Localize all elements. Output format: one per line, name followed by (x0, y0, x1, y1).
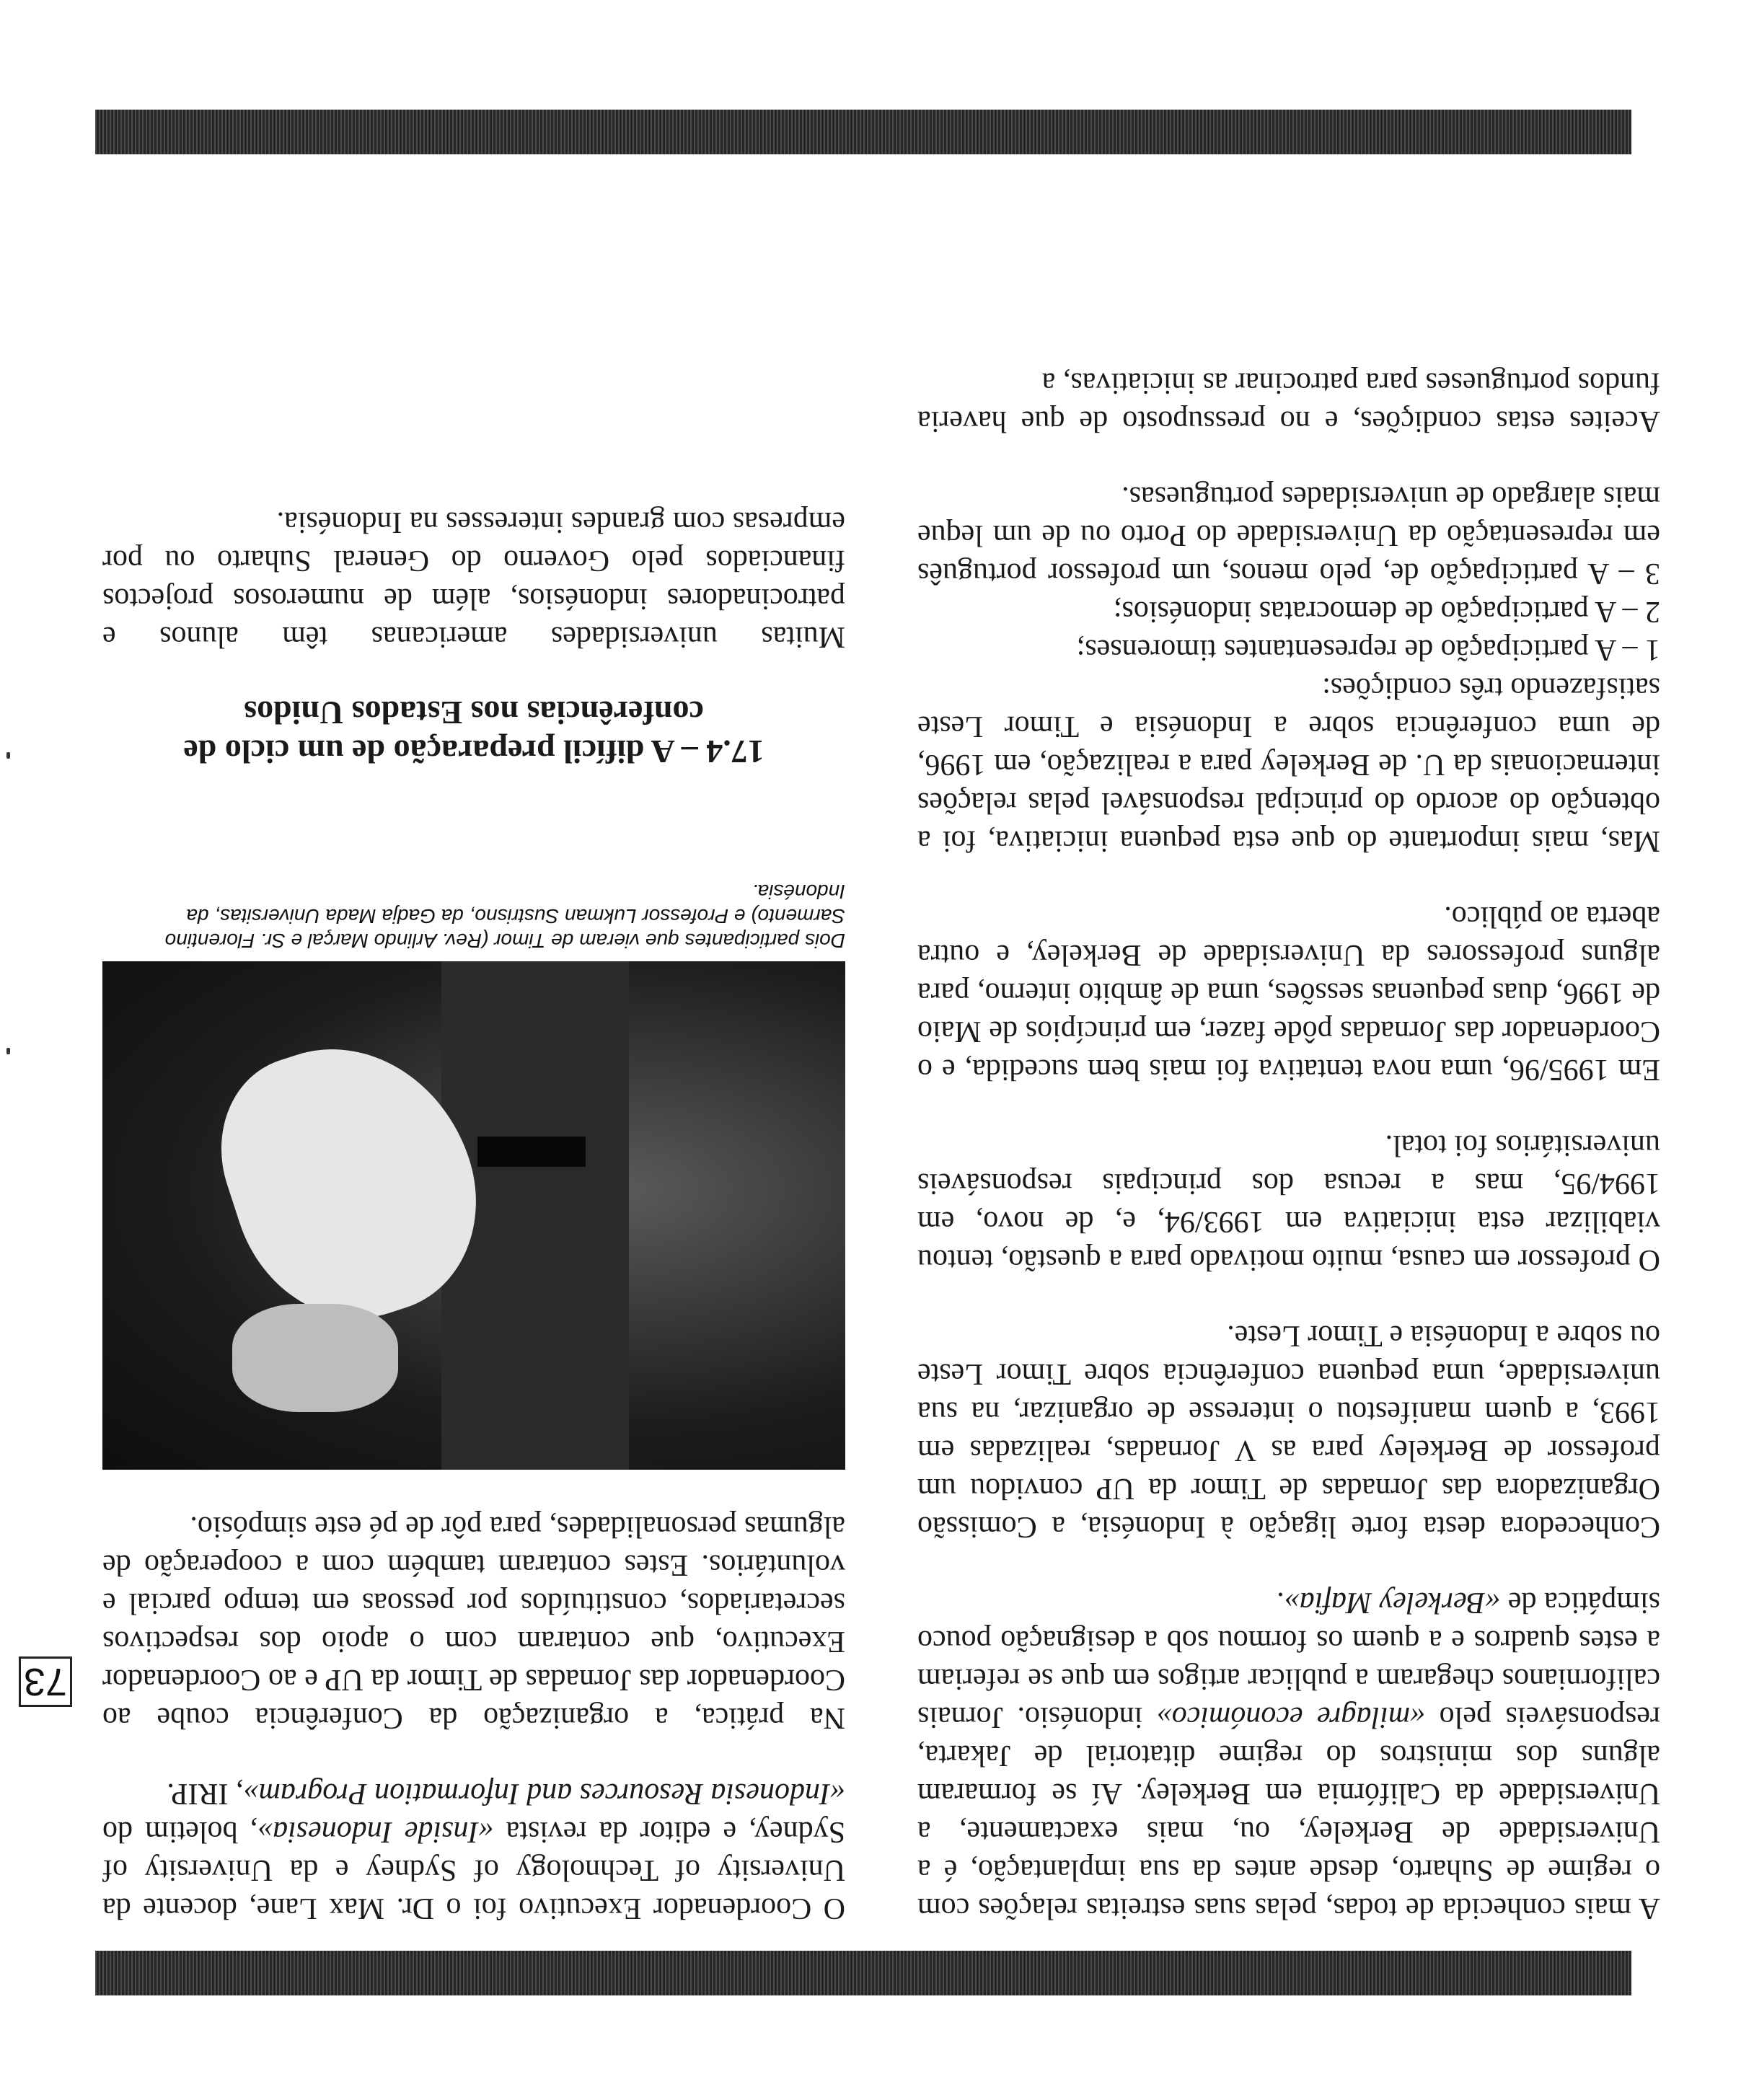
paragraph: A mais conhecida de todas, pelas suas estreitas relações com o regime de Suharto, desde antes da sua implantação, é a Universidade de Berkeley, ou, mais exactamente, a Universidade da Califórnia em Berkeley. Aí se formaram alguns dos ministros do regime ditatorial de Jakarta, responsáveis pelo «milagre económico» indonésio. Jornais californianos chegaram a publicar artigos em que se referiam a estes quadros e a quem os formou sob a designação pouco simpática de «Berkeley Mafia». (917, 1586, 1660, 1925)
paragraph: O Coordenador Executivo foi o Dr. Max Lane, docente da University of Technology of Sydney e da University of Sydney, e editor da revista «Inside Indonesia», boletim do «Indonesia Resources and Information Program», IRIP. (102, 1777, 845, 1925)
condition-item: 1 – A participação de representantes timorenses; (1076, 633, 1660, 666)
paragraph: Conhecedora desta forte ligação à Indonésia, a Comissão Organizadora das Jornadas de Timor da UP convidou um professor de Berkeley para as V Jornadas, realizadas em 1993, a quem manifestou o interesse de organizar, na sua universidade, uma pequena conferência sobre Timor Leste ou sobre a Indonésia e Timor Leste. (917, 1319, 1660, 1543)
footer-band (95, 110, 1631, 154)
scan-speck (6, 1048, 10, 1054)
photo-caption: Dois participantes que vieram de Timor (Rev. Arlindo Marçal e Sr. Florentino Sarmento) e Professor Lukman Sustrisno, da Gadja Mada Universitas, da Indonésia. (164, 881, 845, 952)
paragraph: Aceites estas condições, e no pressuposto de que haveria fundos portugueses para patrocinar as iniciativas, a (917, 366, 1660, 438)
page-number: 73 (19, 1656, 72, 1707)
header-band (95, 1951, 1631, 1995)
paragraph: Na prática, a organização da Conferência coube ao Coordenador das Jornadas de Timor da UP e ao Coordenador Executivo, que contaram com o apoio dos respectivos secretariados, constituídos por pessoas em tempo parcial e voluntários. Estes contaram também com a cooperação de algumas personalidades, para pôr de pé este simpósio. (102, 1510, 845, 1734)
paragraph: Em 1995/96, uma nova tentativa foi mais bem sucedida, e o Coordenador das Jornadas pôde fazer, em princípios de Maio de 1996, duas pequenas sessões, uma de âmbito interno, para alguns professores da Universidade de Berkeley, e outra aberta ao público. (917, 900, 1660, 1086)
scan-speck (6, 752, 10, 759)
photo-detail (477, 1137, 586, 1167)
condition-item: 3 – A participação de, pelo menos, um professor português em representação da Universidade do Porto ou de um leque mais alargado de universidades portuguesas. (917, 480, 1660, 590)
photo-highlight (232, 1304, 398, 1412)
right-column (102, 465, 845, 1927)
section-heading: 17.4 – A difícil preparação de um ciclo de conferências nos Estados Unidos (183, 694, 764, 770)
paragraph: Muitas universidades americanas têm alunos e patrocinadores indonésios, além de numerosos projectos financiados pelo Governo do General Suharto ou por empresas com grandes interesses na Indonésia. (102, 506, 845, 653)
left-column (917, 326, 1660, 1927)
condition-item: 2 – A participação de democratas indonésios; (1113, 595, 1660, 628)
participants-photo (102, 961, 845, 1470)
paragraph: Mas, mais importante do que esta pequena iniciativa, foi a obtenção do acordo do principal responsável pelas relações internacionais da U. de Berkeley para a realização, em 1996, de uma conferência sobre a Indonésia e Timor Leste satisfazendo três condições: (917, 671, 1660, 857)
paragraph: O professor em causa, muito motivado para a questão, tentou viabilizar esta iniciativa em 1993/94, e, de novo, em 1994/95, mas a recusa dos principais responsáveis universitários foi total. (917, 1129, 1660, 1276)
